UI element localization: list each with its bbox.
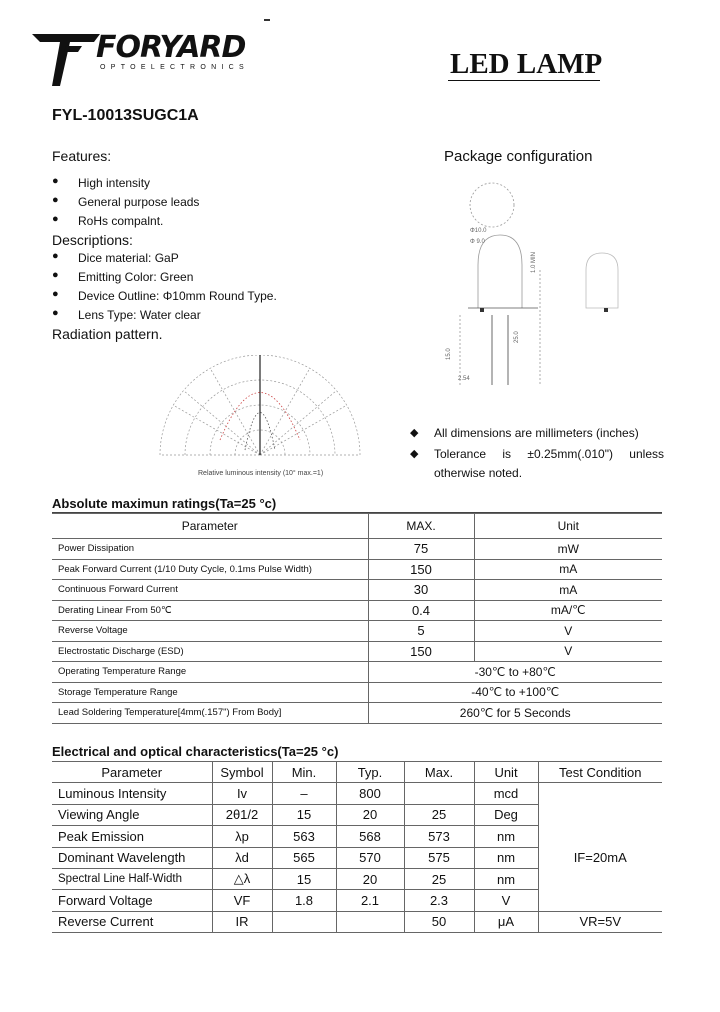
package-note: ◆ All dimensions are millimeters (inches) xyxy=(434,426,639,440)
symbol-cell: λd xyxy=(212,847,272,868)
brand-subtitle: OPTOELECTRONICS xyxy=(100,64,249,71)
symbol-cell: λp xyxy=(212,826,272,847)
table-row xyxy=(52,783,662,804)
brand-name: FORYARD xyxy=(96,30,246,65)
col-header: Parameter xyxy=(52,514,368,539)
typ-cell xyxy=(336,911,404,932)
max-cell: 150 xyxy=(368,559,474,580)
param-cell: Spectral Line Half-Width xyxy=(52,868,212,889)
table-header-row xyxy=(52,514,662,539)
param-cell: Lead Soldering Temperature[4mm(.157") From Body] xyxy=(52,703,368,724)
param-cell: Derating Linear From 50℃ xyxy=(52,600,368,621)
max-cell: 2.3 xyxy=(404,890,474,911)
param-cell: Dominant Wavelength xyxy=(52,847,212,868)
table-row xyxy=(52,559,662,580)
typ-cell: 20 xyxy=(336,868,404,889)
feature-item: ● RoHs compalnt. xyxy=(78,214,163,228)
svg-text:2.54: 2.54 xyxy=(458,376,470,382)
unit-cell: mW xyxy=(474,539,662,560)
table-row xyxy=(52,804,662,825)
condition-cell-vr: VR=5V xyxy=(538,911,662,932)
min-cell: 15 xyxy=(272,868,336,889)
min-cell: 565 xyxy=(272,847,336,868)
package-heading: Package configuration xyxy=(444,148,593,165)
param-cell: Power Dissipation xyxy=(52,539,368,560)
col-header: Max. xyxy=(404,762,474,783)
package-note: ◆ Tolerance is ±0.25mm(.010") unless otherwise noted. xyxy=(434,445,664,483)
param-cell: Peak Emission xyxy=(52,826,212,847)
param-cell: Reverse Voltage xyxy=(52,621,368,642)
svg-text:Φ10.0: Φ10.0 xyxy=(470,228,487,234)
radiation-caption: Relative luminous intensity (10° max.=1) xyxy=(198,470,324,477)
col-header: MAX. xyxy=(368,514,474,539)
max-cell xyxy=(404,783,474,804)
unit-cell: mA xyxy=(474,580,662,601)
max-cell: 573 xyxy=(404,826,474,847)
table-row xyxy=(52,621,662,642)
table-row xyxy=(52,703,662,724)
param-cell: Electrostatic Discharge (ESD) xyxy=(52,641,368,662)
max-cell: 50 xyxy=(404,911,474,932)
feature-item: ● High intensity xyxy=(78,176,150,190)
param-cell: Storage Temperature Range xyxy=(52,682,368,703)
svg-text:Φ 9.0: Φ 9.0 xyxy=(470,239,485,245)
param-cell: Forward Voltage xyxy=(52,890,212,911)
table-row xyxy=(52,641,662,662)
description-item: ● Dice material: GaP xyxy=(78,251,179,265)
symbol-cell: Iv xyxy=(212,783,272,804)
col-header: Unit xyxy=(474,514,662,539)
param-cell: Luminous Intensity xyxy=(52,783,212,804)
condition-cell-if: IF=20mA xyxy=(538,804,662,911)
unit-cell: V xyxy=(474,890,538,911)
features-heading: Features: xyxy=(52,148,112,164)
max-cell: 5 xyxy=(368,621,474,642)
table-row xyxy=(52,682,662,703)
foryard-logo-icon xyxy=(30,30,102,90)
typ-cell: 570 xyxy=(336,847,404,868)
title-underline xyxy=(448,80,600,81)
col-header: Symbol xyxy=(212,762,272,783)
descriptions-heading: Descriptions: xyxy=(52,232,133,248)
doc-title: LED LAMP xyxy=(450,48,603,80)
logo-mark xyxy=(264,19,270,21)
abs-max-title: Absolute maximun ratings(Ta=25 °c) xyxy=(52,496,277,511)
col-header: Typ. xyxy=(336,762,404,783)
table-row xyxy=(52,600,662,621)
max-cell: 575 xyxy=(404,847,474,868)
unit-cell: mA/℃ xyxy=(474,600,662,621)
unit-cell: nm xyxy=(474,826,538,847)
col-header: Test Condition xyxy=(538,762,662,783)
table-row xyxy=(52,662,662,683)
param-cell: Continuous Forward Current xyxy=(52,580,368,601)
feature-item: ● General purpose leads xyxy=(78,195,199,209)
max-cell: 25 xyxy=(404,868,474,889)
part-number: FYL-10013SUGC1A xyxy=(52,107,199,124)
param-cell: Operating Temperature Range xyxy=(52,662,368,683)
description-item: ● Device Outline: Φ10mm Round Type. xyxy=(78,289,277,303)
description-item: ● Lens Type: Water clear xyxy=(78,308,201,322)
abs-max-table xyxy=(52,513,662,724)
electrical-table xyxy=(52,761,662,933)
max-cell: 30 xyxy=(368,580,474,601)
radiation-pattern-diagram xyxy=(150,355,370,470)
svg-text:15.0: 15.0 xyxy=(446,348,452,360)
min-cell: – xyxy=(272,783,336,804)
unit-cell: Deg xyxy=(474,804,538,825)
condition-cell xyxy=(538,783,662,804)
symbol-cell: 2θ1/2 xyxy=(212,804,272,825)
param-cell: Peak Forward Current (1/10 Duty Cycle, 0.1ms Pulse Width) xyxy=(52,559,368,580)
param-cell: Viewing Angle xyxy=(52,804,212,825)
radiation-heading: Radiation pattern. xyxy=(52,326,163,342)
svg-text:1.0 MIN: 1.0 MIN xyxy=(531,251,537,273)
electrical-title: Electrical and optical characteristics(Ta=25 °c) xyxy=(52,744,339,759)
min-cell: 563 xyxy=(272,826,336,847)
min-cell: 15 xyxy=(272,804,336,825)
range-cell: -30℃ to +80℃ xyxy=(368,662,662,683)
symbol-cell: △λ xyxy=(212,868,272,889)
package-drawing xyxy=(440,175,660,405)
unit-cell: V xyxy=(474,621,662,642)
table-row xyxy=(52,539,662,560)
symbol-cell: IR xyxy=(212,911,272,932)
typ-cell: 568 xyxy=(336,826,404,847)
param-cell: Reverse Current xyxy=(52,911,212,932)
unit-cell: mcd xyxy=(474,783,538,804)
col-header: Min. xyxy=(272,762,336,783)
max-cell: 25 xyxy=(404,804,474,825)
max-cell: 150 xyxy=(368,641,474,662)
max-cell: 0.4 xyxy=(368,600,474,621)
symbol-cell: VF xyxy=(212,890,272,911)
min-cell xyxy=(272,911,336,932)
col-header: Unit xyxy=(474,762,538,783)
typ-cell: 800 xyxy=(336,783,404,804)
description-item: ● Emitting Color: Green xyxy=(78,270,193,284)
svg-text:25.0: 25.0 xyxy=(514,331,520,343)
typ-cell: 20 xyxy=(336,804,404,825)
max-cell: 75 xyxy=(368,539,474,560)
typ-cell: 2.1 xyxy=(336,890,404,911)
unit-cell: nm xyxy=(474,847,538,868)
range-cell: -40℃ to +100℃ xyxy=(368,682,662,703)
col-header: Parameter xyxy=(52,762,212,783)
range-cell: 260℃ for 5 Seconds xyxy=(368,703,662,724)
table-row xyxy=(52,580,662,601)
min-cell: 1.8 xyxy=(272,890,336,911)
table-header-row xyxy=(52,762,662,783)
table-row xyxy=(52,911,662,932)
unit-cell: V xyxy=(474,641,662,662)
unit-cell: μA xyxy=(474,911,538,932)
unit-cell: nm xyxy=(474,868,538,889)
unit-cell: mA xyxy=(474,559,662,580)
